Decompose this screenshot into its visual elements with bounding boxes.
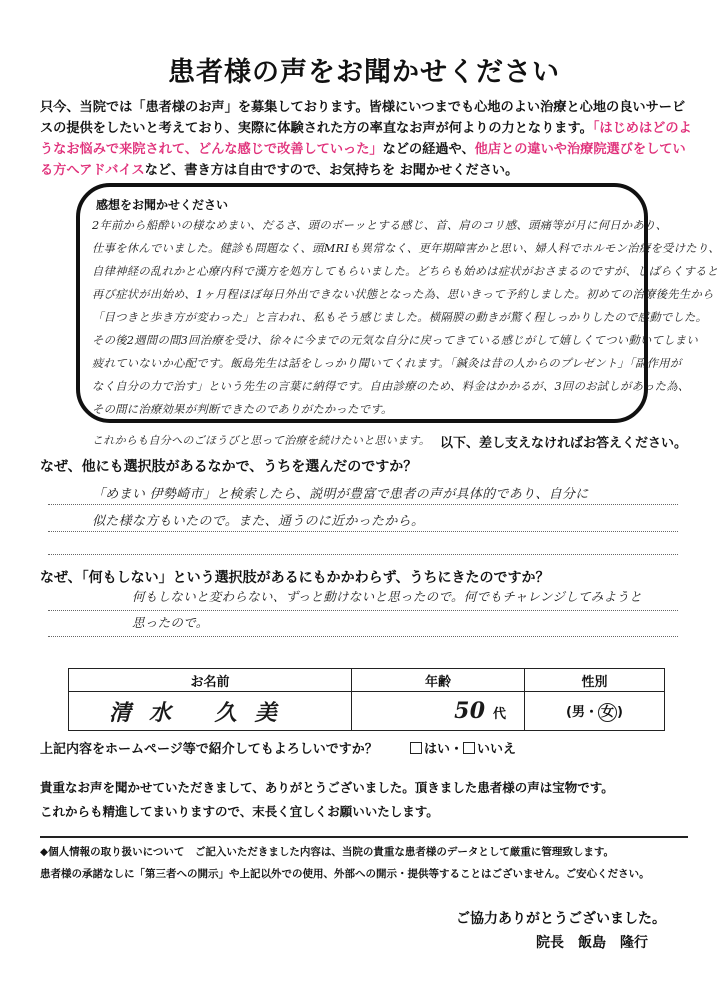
consent-yes-label: はい: [424, 742, 451, 757]
impression-line: なく自分の力で治す」という先生の言葉に納得です。自由診療のため、料金はかかるが、3回のお試しがあった為、: [92, 380, 690, 393]
age-value: 50: [454, 698, 486, 724]
divider: [40, 836, 688, 838]
intro-highlight-1: 「はじめはどのようなお悩みで来院されて、どんな感じで改善していった」: [40, 121, 692, 157]
sex-male: 男: [571, 704, 585, 720]
age-cell: [352, 692, 525, 731]
checkbox-icon[interactable]: [463, 742, 475, 754]
signoff-thanks: ご協力ありがとうございました。: [456, 911, 666, 927]
answer-rule: [48, 610, 678, 611]
sex-female-selected: 女: [598, 703, 617, 722]
impression-line: 疲れていないか心配です。飯島先生は話をしっかり聞いてくれます。「鍼灸は昔の人からのプレゼント」「副作用が: [92, 357, 682, 370]
intro-part-2: などの経過や、: [382, 142, 475, 157]
consent-question: 上記内容をホームページ等で紹介してもよろしいですか？: [40, 742, 378, 757]
intro-part-3: など、書き方は自由ですので、お気持ちを お聞かせください。: [144, 163, 519, 178]
name-header: お名前: [69, 669, 352, 692]
intro-part-1: 只今、当院では「患者様のお声」を募集しております。皆様にいつまでも心地のよい治療と心地の良いサービスの提供をしたいと考えており、実際に体験された方の率直なお声が何よりの力となります。: [40, 100, 686, 136]
answer-line: 思ったので。: [132, 615, 209, 630]
sex-header: 性別: [525, 669, 665, 692]
sex-cell: (男・ 女 ): [525, 692, 665, 731]
consent-options: [410, 738, 516, 757]
impression-line: その間に治療効果が判断できたのでありがたかったです。: [92, 403, 393, 416]
question-why-came: なぜ、「何もしない」という選択肢があるにもかかわらず、うちにきたのですか？: [40, 570, 550, 586]
answer-rule: [48, 504, 678, 505]
impression-line: 2年前から船酔いの様なめまい、だるさ、頭のボーッとする感じ、首、肩のコリ感、頭痛等が月に何日かあり、: [92, 219, 668, 232]
impressions-label: 感想をお聞かせください: [96, 198, 229, 212]
thanks-line-2: これからも精進してまいりますので、末長く宜しくお願いいたします。: [40, 804, 439, 819]
consent-no[interactable]: [463, 742, 516, 757]
impression-line: 「目つきと歩き方が変わった」と言われ、私もそう感じました。横隔膜の動きが驚く程しっかりしたので感動でした。: [92, 311, 708, 324]
privacy-line-2: 患者様の承諾なしに「第三者への開示」や上記以外での使用、外部への開示・提供等することはございません。ご安心ください。: [40, 868, 650, 880]
age-unit: 代: [492, 707, 506, 722]
consent-yes[interactable]: [410, 742, 450, 757]
answer-why-chose: [92, 481, 682, 535]
signoff-name: 飯島 隆行: [578, 935, 648, 951]
answer-rule: [48, 554, 678, 555]
thanks-line-1: 貴重なお声を聞かせていただきまして、ありがとうございました。頂きました患者様の声は宝物です。: [40, 780, 614, 795]
intro-text: [40, 97, 692, 181]
consent-no-label: いいえ: [477, 742, 517, 757]
answer-line: 似た様な方もいたので。また、通うのに近かったから。: [92, 514, 425, 529]
page-title: 患者様の声をお聞かせください: [168, 57, 560, 88]
answer-rule: [48, 531, 678, 532]
intro-highlight-2: 他店との違いや治療院選びをしている方へアドバイス: [40, 142, 686, 178]
sex-separator: ・: [585, 704, 599, 720]
question-why-chose: なぜ、他にも選択肢があるなかで、うちを選んだのですか？: [40, 459, 418, 475]
checkbox-icon[interactable]: [410, 742, 422, 754]
impression-line: 自律神経の乱れかと心療内科で漢方を処方してもらいました。どちらも始めは症状がおさまるのですが、しばらくすると: [92, 265, 719, 278]
signoff-signature: [536, 932, 648, 952]
age-header: 年齢: [352, 669, 525, 692]
impressions-text: [92, 214, 721, 421]
followup-note: 以下、差し支えなければお答えください。: [440, 436, 688, 451]
impression-line: 仕事を休んでいました。健診も問題なく、頭MRIも異常なく、更年期障害かと思い、婦人科でホルモン治療を受けたり、: [92, 242, 721, 255]
impressions-trailing: これからも自分へのごほうびと思って治療を続けたいと思います。: [92, 434, 431, 447]
impression-line: 再び症状が出始め、1ヶ月程ほぼ毎日外出できない状態となった為、思いきって予約しました。初めての治療後先生から: [92, 288, 714, 301]
patient-info-table: [68, 668, 665, 731]
consent-separator: ・: [450, 742, 464, 757]
answer-rule: [48, 636, 678, 637]
privacy-line-1: ◆個人情報の取り扱いについて ご記入いただきました内容は、当院の貴重な患者様のデータとして厳重に管理致します。: [40, 846, 615, 858]
answer-line: 「めまい 伊勢崎市」と検索したら、説明が豊富で患者の声が具体的であり、自分に: [92, 487, 589, 502]
signoff-role: 院長: [536, 935, 564, 951]
name-value: 清水 久美: [69, 692, 352, 731]
answer-line: 何もしないと変わらない、ずっと動けないと思ったので。何でもチャレンジしてみようと: [132, 589, 643, 604]
impression-line: その後2週間の間3回治療を受け、徐々に今までの元気な自分に戻ってきている感じがして嬉しくてつい動いてしまい: [92, 334, 698, 347]
